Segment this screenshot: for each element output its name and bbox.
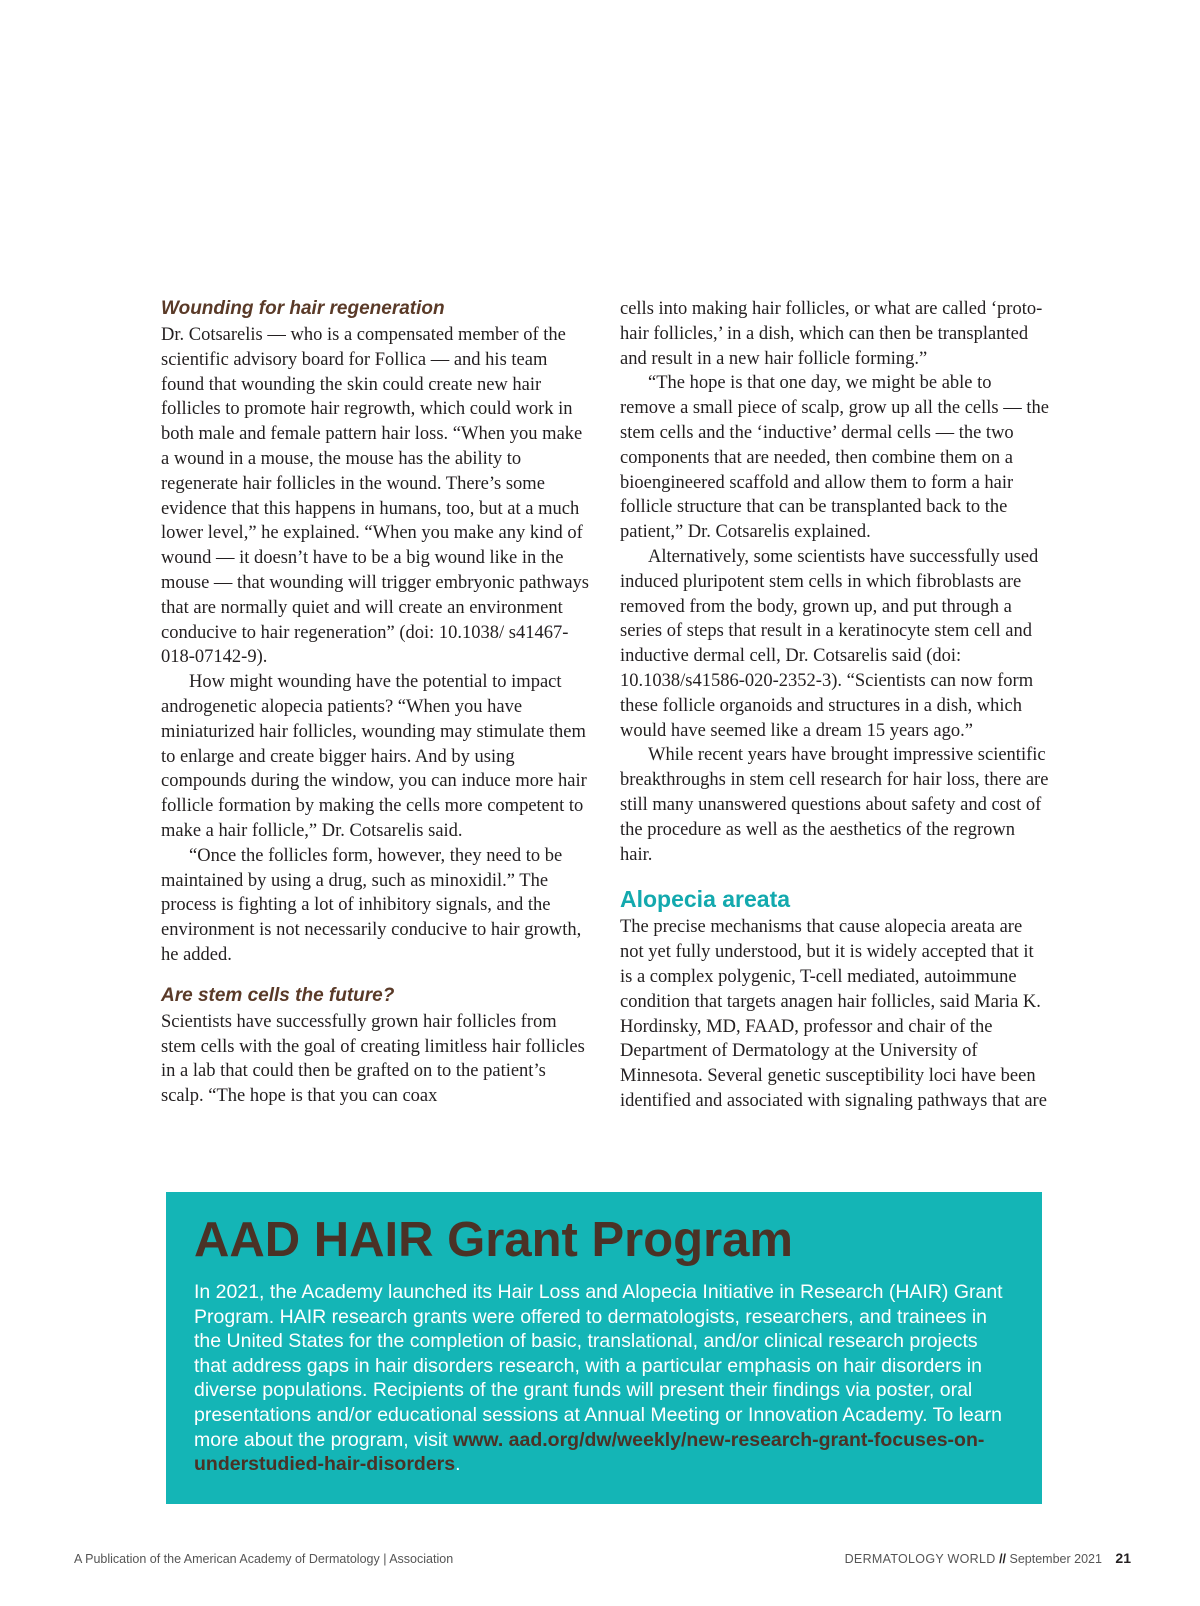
article-paragraph: Dr. Cotsarelis — who is a compensated member of the scientific advisory board for Follica — and his team found that wounding the skin could create new hair follicles to promote hair regrowth, which could work in both male and female pattern hair loss. “When you make a wound in a mouse, the mouse has the ability to regenerate hair follicles in the wound. There’s some evidence that this happens in humans, too, but at a much lower level,” he explained. “When you make any kind of wound — it doesn’t have to be a big wound like in the mouse — that wounding will trigger embryonic pathways that are normally quiet and will create an environment conducive to hair regeneration” (doi: 10.1038/ s41467-018-07142-9). xyxy=(161,325,589,668)
article-paragraph: While recent years have brought impressive scientific breakthroughs in stem cell research for hair loss, there are still many unanswered questions about safety and cost of the procedure as well as the aesthetics of the regrown hair. xyxy=(620,745,1049,865)
subheading-wounding: Wounding for hair regeneration xyxy=(161,298,445,319)
grant-program-link[interactable]: www. aad.org/dw/weekly/new-research-grant-focuses-on-understudied-hair-disorders xyxy=(194,1428,985,1476)
article-column-left xyxy=(161,297,591,1109)
article-paragraph: Alternatively, some scientists have successfully used induced pluripotent stem cells in which fibroblasts are removed from the body, grown up, and put through a series of steps that result in a keratinocyte stem cell and inductive dermal cell, Dr. Cotsarelis said (doi: 10.1038/s41586-020-2352-3). “Scientists can now form these follicle organoids and structures in a dish, which would have seemed like a dream 15 years ago.” xyxy=(620,546,1039,741)
footer-date: September 2021 xyxy=(1009,1552,1102,1566)
grant-program-callout xyxy=(166,1192,1042,1504)
article-paragraph: cells into making hair follicles, or what are called ‘proto-hair follicles,’ in a dish, which can then be transplanted and result in a new hair follicle forming.” xyxy=(620,299,1043,369)
footer-folio xyxy=(845,1550,1131,1566)
page-number: 21 xyxy=(1115,1550,1131,1566)
article-paragraph: Scientists have successfully grown hair follicles from stem cells with the goal of creating limitless hair follicles in a lab that could then be grafted on to the patient’s scalp. “The hope is that you can coax xyxy=(161,1011,585,1107)
footer-separator: // xyxy=(999,1552,1007,1566)
section-heading-alopecia-areata: Alopecia areata xyxy=(620,886,791,913)
article-paragraph: “Once the follicles form, however, they need to be maintained by using a drug, such as minoxidil.” The process is fighting a lot of inhibitory signals, and the environment is not necessarily conducive to hair growth, he added. xyxy=(161,845,582,965)
article-paragraph: “The hope is that one day, we might be able to remove a small piece of scalp, grow up all the cells — the stem cells and the ‘inductive’ dermal cells — the two components that are needed, then combine them on a bioengineered scaffold and allow them to form a hair follicle structure that can be transplanted back to the patient,” Dr. Cotsarelis explained. xyxy=(620,373,1049,543)
grant-program-body xyxy=(194,1280,1014,1477)
footer-publication-credit: A Publication of the American Academy of Dermatology | Association xyxy=(74,1552,454,1566)
grant-program-title: AAD HAIR Grant Program xyxy=(194,1213,793,1267)
grant-program-text: In 2021, the Academy launched its Hair Loss and Alopecia Initiative in Research (HAIR) Grant Program. HAIR research grants were offered to dermatologists, researchers, and trainees in the United States for the completion of basic, translational, and/or clinical research projects that address gaps in hair disorders research, with a particular emphasis on hair disorders in diverse populations. Recipients of the grant funds will present their findings via poster, oral presentations and/or educational sessions at Annual Meeting or Innovation Academy. To learn more about the program, visit xyxy=(194,1281,1003,1451)
article-paragraph: How might wounding have the potential to impact androgenetic alopecia patients? “When you have miniaturized hair follicles, wounding may stimulate them to enlarge and create bigger hairs. And by using compounds during the window, you can induce more hair follicle formation by making the cells more competent to make a hair follicle,” Dr. Cotsarelis said. xyxy=(161,672,587,841)
grant-program-end: . xyxy=(455,1453,461,1476)
subheading-stem-cells: Are stem cells the future? xyxy=(161,984,395,1006)
article-paragraph: The precise mechanisms that cause alopecia areata are not yet fully understood, but it is widely accepted that it is a complex polygenic, T-cell mediated, autoimmune condition that targets anagen hair follicles, said Maria K. Hordinsky, MD, FAAD, professor and chair of the Department of Dermatology at the University of Minnesota. Several genetic susceptibility loci have been identified and associated with signaling pathways that are xyxy=(620,917,1047,1111)
footer-publication-name: DERMATOLOGY WORLD xyxy=(844,1552,996,1566)
article-column-right xyxy=(620,297,1050,1114)
